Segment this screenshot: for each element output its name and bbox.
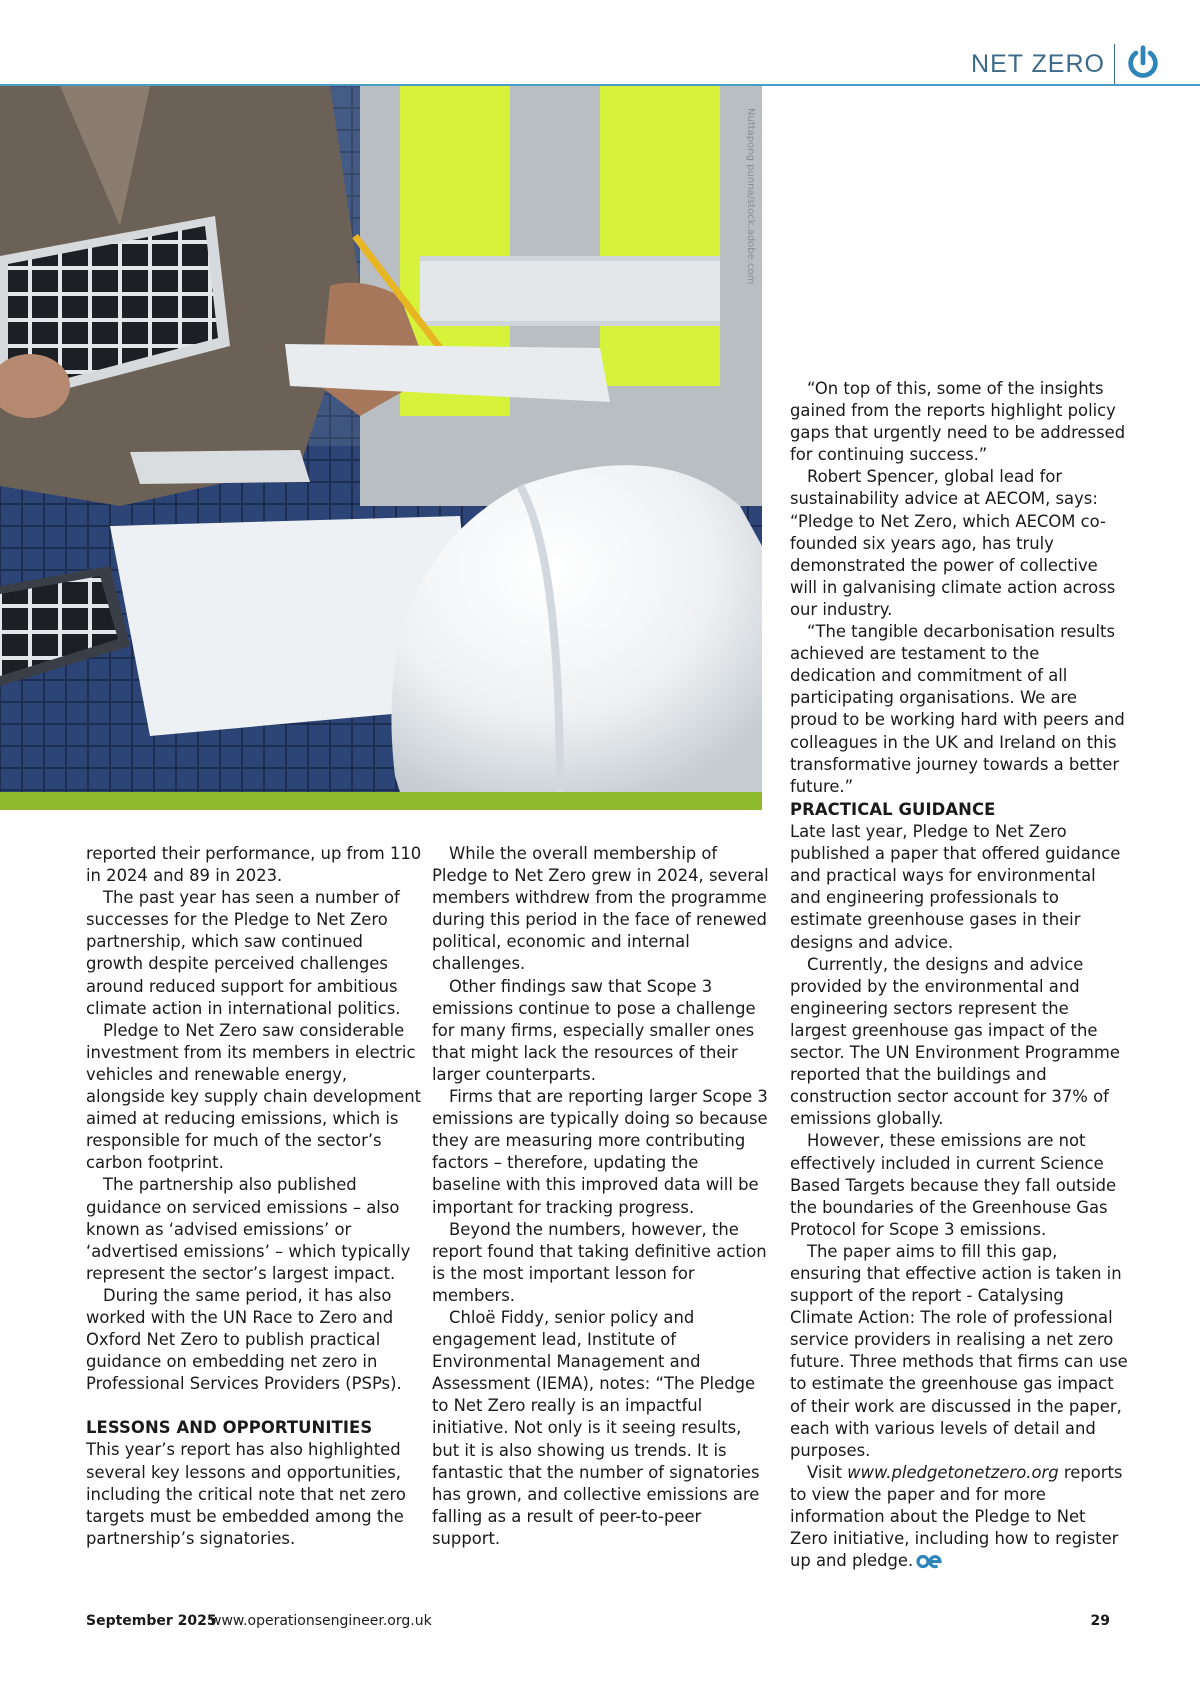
column-3-top (790, 378, 1128, 798)
oe-logo-icon (916, 1554, 942, 1569)
footer-url[interactable]: www.operationsengineer.org.uk (210, 1613, 432, 1629)
footer-date: September 2025 (86, 1613, 217, 1629)
header-divider (1114, 44, 1115, 84)
column-1 (86, 843, 424, 1550)
paragraph: However, these emissions are not effectively included in current Science Based Targets because they fall outside the boundaries of the Greenhouse Gas Protocol for Scope 3 emissions. (790, 1131, 1117, 1239)
website-link[interactable]: www.pledgetonetzero.org (847, 1462, 1059, 1482)
paragraph (790, 1462, 1128, 1572)
section-heading: LESSONS AND OPPORTUNITIES (86, 1418, 373, 1438)
section-heading: PRACTICAL GUIDANCE (790, 800, 996, 819)
page-number: 29 (1090, 1613, 1110, 1629)
paragraph: Robert Spencer, global lead for sustainability advice at AECOM, says: “Pledge to Net Zero, which AECOM co-founded six years ago, has truly demonstrated the power of collective will in galvanising climate action across our industry. (790, 467, 1116, 619)
paragraph: The paper aims to fill this gap, ensuring that effective action is taken in support of the report - Catalysing Climate Action: The role of professional service providers in realising a net zero future. Three methods that firms can use to estimate the greenhouse gas impact of their work are discussed in the paper, each with various levels of detail and purposes. (790, 1241, 1128, 1460)
paragraph: Other findings saw that Scope 3 emissions continue to pose a challenge for many firms, especially smaller ones that might lack the resources of their larger counterparts. (432, 976, 756, 1084)
paragraph: Beyond the numbers, however, the report found that taking definitive action is the most important lesson for members. (432, 1219, 767, 1305)
paragraph: reported their performance, up from 110 in 2024 and 89 in 2023. (86, 844, 422, 886)
paragraph: The past year has seen a number of successes for the Pledge to Net Zero partnership, which saw continued growth despite perceived challenges around reduced support for ambitious climate action in international politics. (86, 888, 401, 1018)
paragraph: Currently, the designs and advice provided by the environmental and engineering sectors represent the largest greenhouse gas impact of the sector. The UN Environment Programme reported that the buildings and construction sector account for 37% of emissions globally. (790, 954, 1120, 1129)
column-2 (432, 843, 770, 1550)
hero-photo (0, 86, 762, 792)
paragraph: While the overall membership of Pledge to Net Zero grew in 2024, several members withdrew from the programme during this period in the face of renewed political, economic and internal challenges. (432, 844, 769, 974)
paragraph: “On top of this, some of the insights gained from the reports highlight policy gaps that urgently need to be addressed for continuing success.” (790, 379, 1126, 465)
text: Visit (807, 1462, 848, 1482)
paragraph: Late last year, Pledge to Net Zero published a paper that offered guidance and practical ways for environmental and engineering professionals to estimate greenhouse gases in their designs and advice. (790, 822, 1121, 952)
paragraph: The partnership also published guidance on serviced emissions – also known as ‘advised emissions’ or ‘advertised emissions’ – which typically represent the sector’s largest impact. (86, 1175, 411, 1283)
paragraph: Firms that are reporting larger Scope 3 emissions are typically doing so because they are measuring more contributing factors – therefore, updating the baseline with this improved data will be important for tracking progress. (432, 1087, 768, 1217)
column-3-bottom (790, 799, 1128, 1572)
paragraph: Chloë Fiddy, senior policy and engagement lead, Institute of Environmental Management and Assessment (IEMA), notes: “The Pledge to Net Zero really is an impactful initiative. Not only is it seeing results, but it is also showing us trends. It is fantastic that the number of signatories has grown, and collective emissions are falling as a result of peer-to-peer support. (432, 1307, 760, 1548)
paragraph: This year’s report has also highlighted several key lessons and opportunities, including the critical note that net zero targets must be embedded among the partnership’s signatories. (86, 1440, 406, 1548)
paragraph: “The tangible decarbonisation results achieved are testament to the dedication and commitment of all participating organisations. We are proud to be working hard with peers and colleagues in the UK and Ireland on this transformative journey towards a better future.” (790, 622, 1125, 796)
paragraph: Pledge to Net Zero saw considerable investment from its members in electric vehicles and renewable energy, alongside key supply chain development aimed at reducing emissions, which is responsible for much of the sector’s carbon footprint. (86, 1020, 422, 1173)
text: reports to view the paper and for more information about the Pledge to Net Zero initiative, including how to register up and pledge. (790, 1462, 1123, 1571)
photo-credit: Nuttapong punna/stock.adobe.com (745, 108, 756, 285)
section-label: NET ZERO (971, 50, 1105, 78)
power-icon (1124, 44, 1162, 82)
paragraph: During the same period, it has also worked with the UN Race to Zero and Oxford Net Zero to publish practical guidance on embedding net zero in Professional Services Providers (PSPs). (86, 1285, 402, 1394)
accent-bar (0, 792, 762, 810)
